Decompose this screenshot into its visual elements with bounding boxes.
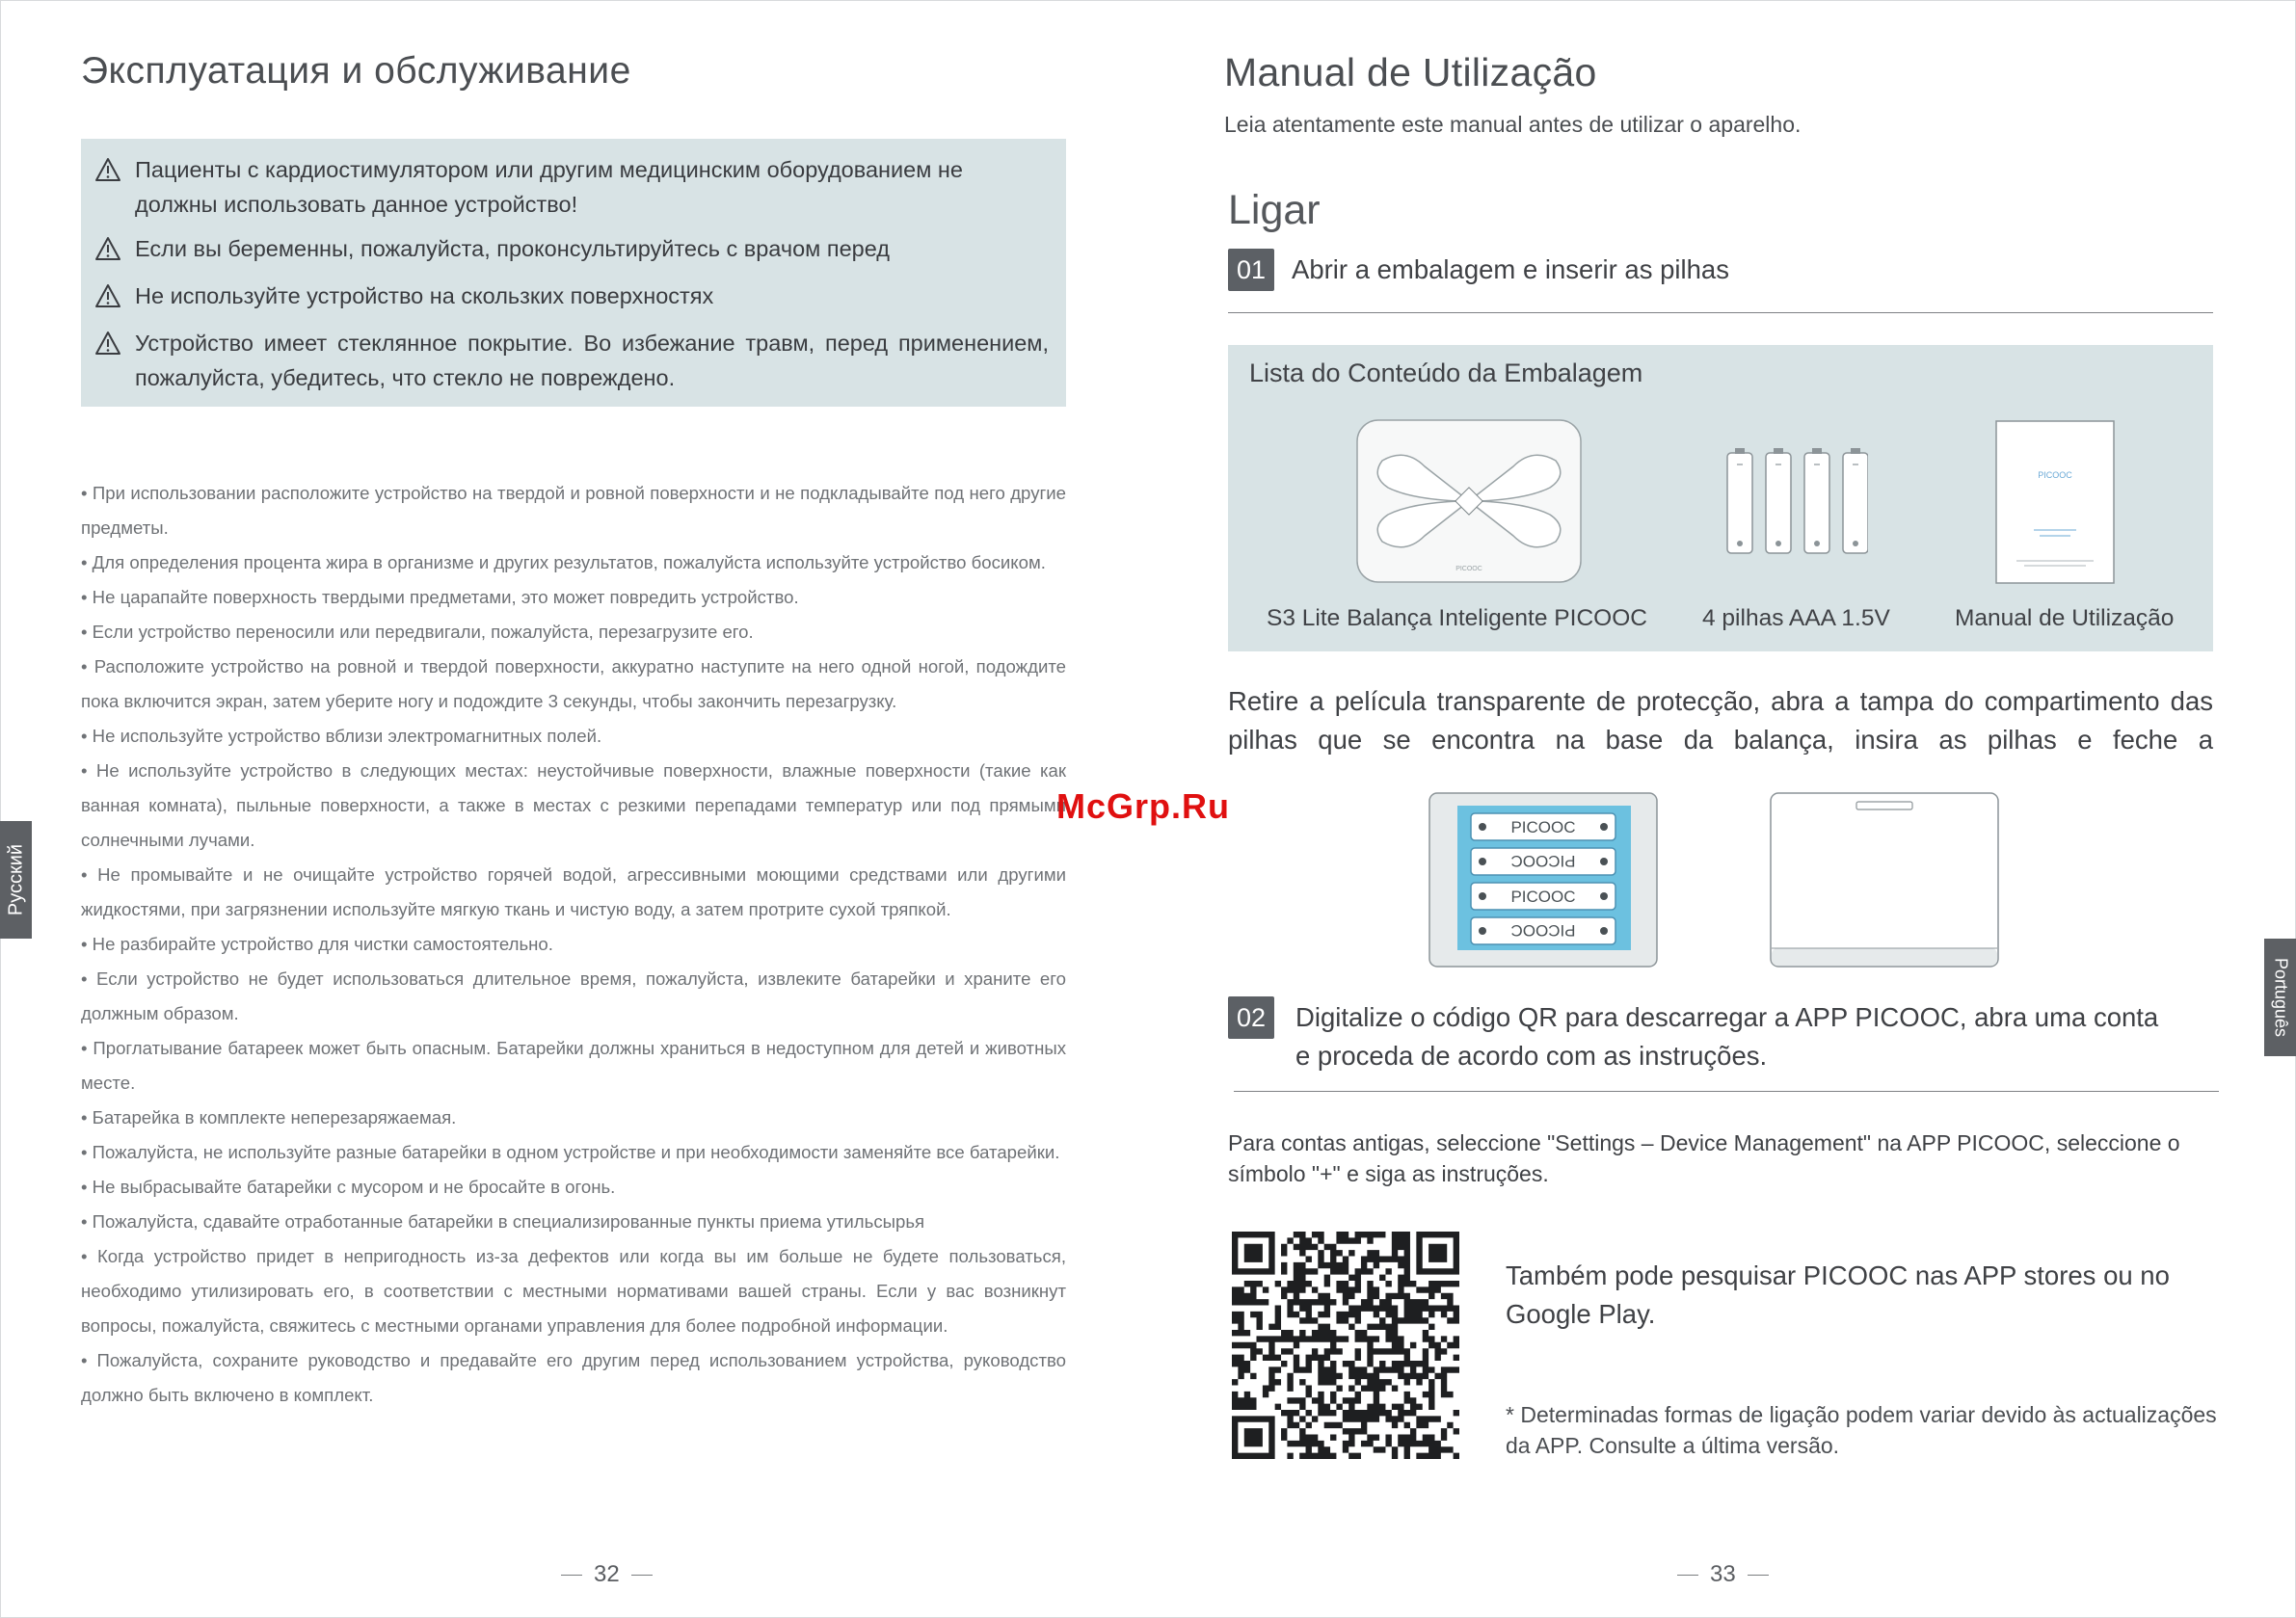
closed-compartment-illustration (1770, 792, 1999, 968)
list-item: • Пожалуйста, сохраните руководство и предавайте его другим перед использованием устройства, руководство должно быть включено в комплект. (81, 1350, 1066, 1405)
list-item: • Когда устройство придет в непригодность из-за дефектов или когда вы им больше не будете пользоваться, необходимо утилизировать его, в соответствии с местными нормативами вашей страны. Если у вас возникнут вопросы, пожалуйста, свяжитесь с местными органами управления для более подробной информации. (81, 1246, 1066, 1336)
list-item: • Пожалуйста, не используйте разные батарейки в одном устройстве и при необходимости заменяйте все батарейки. (81, 1142, 1060, 1162)
list-item: • Расположите устройство на ровной и твердой поверхности, аккуратно наступите на него одной ногой, подождите пока включится экран, затем уберите ногу и подождите 3 секунды, чтобы закончить перезагрузку. (81, 656, 1066, 711)
package-title: Lista do Conteúdo da Embalagem (1249, 358, 1643, 387)
list-item: • Если устройство не будет использоваться длительное время, пожалуйста, извлеките батарейки и храните его должным образом. (81, 968, 1066, 1023)
batteries-illustration (1723, 445, 1868, 559)
list-item: • При использовании расположите устройство на твердой и ровной поверхности и не подкладывайте под него другие предметы. (81, 483, 1066, 538)
qr-modules (1232, 1232, 1459, 1459)
warning-box (81, 139, 1066, 407)
list-item: • Не используйте устройство вблизи электромагнитных полей. (81, 726, 602, 746)
divider (1228, 312, 2213, 313)
warning-item (94, 152, 1049, 222)
warning-triangle-icon (94, 283, 121, 308)
qr-code[interactable] (1232, 1232, 1459, 1459)
warning-text: Устройство имеет стеклянное покрытие. Во избежание травм, перед применением, пожалуйста, убедитесь, что стекло не повреждено. (135, 331, 1049, 390)
language-tab-pt (2264, 939, 2296, 1056)
warning-triangle-icon (94, 331, 121, 356)
warning-text: Пациенты с кардиостимулятором или другим медицинским оборудованием не должны использовать данное устройство! (135, 157, 963, 217)
warning-triangle-icon (94, 236, 121, 261)
list-item: • Батарейка в комплекте неперезаряжаемая. (81, 1107, 457, 1127)
section-heading: Ligar (1228, 187, 1321, 233)
watermark: McGrp.Ru (1056, 786, 1231, 826)
page-title-ru: Эксплуатация и обслуживание (81, 50, 631, 92)
list-item: • Не выбрасывайте батарейки с мусором и не бросайте в огонь. (81, 1177, 616, 1197)
page-number-left (549, 1561, 664, 1588)
language-tab-label: Português (2271, 957, 2290, 1038)
list-item: • Не царапайте поверхность твердыми предметами, это может повредить устройство. (81, 587, 799, 607)
step-text: Abrir a embalagem e inserir as pilhas (1292, 254, 1729, 284)
page-number-value: 32 (594, 1561, 620, 1587)
step-text: Digitalize o código QR para descarregar a APP PICOOC, abra uma conta e proceda de acordo com as instruções. (1295, 1002, 2159, 1071)
list-item: • Пожалуйста, сдавайте отработанные батарейки в специализированные пункты приема утильсырья (81, 1211, 925, 1232)
list-item: • Проглатывание батареек может быть опасным. Батарейки должны храниться в недоступном для детей и животных месте. (81, 1038, 1066, 1093)
package-item-manual: Manual de Utilização (1955, 605, 2175, 631)
battery-compartment-illustration (1428, 792, 1658, 968)
package-contents-box (1228, 345, 2213, 651)
care-bullet-list (81, 476, 1066, 1413)
step-number-badge: 02 (1228, 996, 1274, 1039)
list-item: • Если устройство переносили или передвигали, пожалуйста, перезагрузите его. (81, 622, 754, 642)
warning-triangle-icon (94, 157, 121, 182)
manual-illustration (1995, 420, 2115, 584)
language-tab-ru (0, 821, 32, 939)
list-item: • Не промывайте и не очищайте устройство горячей водой, агрессивными моющими средствами или другими жидкостями, при загрязнении используйте мягкую ткань и чистую воду, а затем протрите сухой тряпкой. (81, 864, 1066, 919)
old-accounts-note: Para contas antigas, seleccione "Settings – Device Management" na APP PICOOC, seleccione o símbolo "+" e siga as instruções. (1228, 1130, 2180, 1186)
app-store-note: Também pode pesquisar PICOOC nas APP stores ou no Google Play. (1506, 1260, 2170, 1329)
package-item-batteries: 4 pilhas AAA 1.5V (1702, 605, 1890, 631)
page-number-right (1666, 1561, 1780, 1588)
footnote: * Determinadas formas de ligação podem variar devido às actualizações da APP. Consulte a última versão. (1506, 1402, 2217, 1458)
scale-logo: PICOOC (1455, 566, 1482, 572)
battery-label: PICOOC (1510, 852, 1576, 870)
battery-label: PICOOC (1510, 818, 1576, 836)
list-item: • Не используйте устройство в следующих местах: неустойчивые поверхности, влажные поверхности (такие как ванная комната), пыльные поверхности, а также в местах с резкими перепадами температур или под прямыми солнечными лучами. (81, 760, 1066, 850)
language-tab-label: Русский (5, 843, 26, 916)
battery-instruction: Retire a película transparente de protecção, abra a tampa do compartimento das pilhas que se encontra na base da balança, insira as pilhas e feche a (1228, 686, 2213, 755)
warning-item (94, 279, 1049, 313)
page-subtitle: Leia atentamente este manual antes de utilizar o aparelho. (1224, 112, 1802, 137)
list-item: • Не разбирайте устройство для чистки самостоятельно. (81, 934, 553, 954)
step-number-badge: 01 (1228, 249, 1274, 291)
warning-item (94, 326, 1049, 395)
warning-item (94, 231, 1049, 266)
page-number-value: 33 (1710, 1561, 1736, 1587)
package-item-scale: S3 Lite Balança Inteligente PICOOC (1267, 605, 1647, 631)
warning-text: Не используйте устройство на скользких поверхностях (135, 283, 714, 308)
battery-label: PICOOC (1510, 921, 1576, 940)
scale-illustration (1355, 418, 1583, 584)
warning-text: Если вы беременны, пожалуйста, проконсультируйтесь с врачом перед (135, 236, 890, 261)
list-item: • Для определения процента жира в организме и других результатов, пожалуйста используйте устройство босиком. (81, 552, 1046, 572)
divider (1234, 1091, 2219, 1092)
page-title-pt: Manual de Utilização (1224, 50, 1597, 94)
manual-logo: PICOOC (2038, 470, 2072, 480)
battery-label: PICOOC (1510, 888, 1576, 906)
